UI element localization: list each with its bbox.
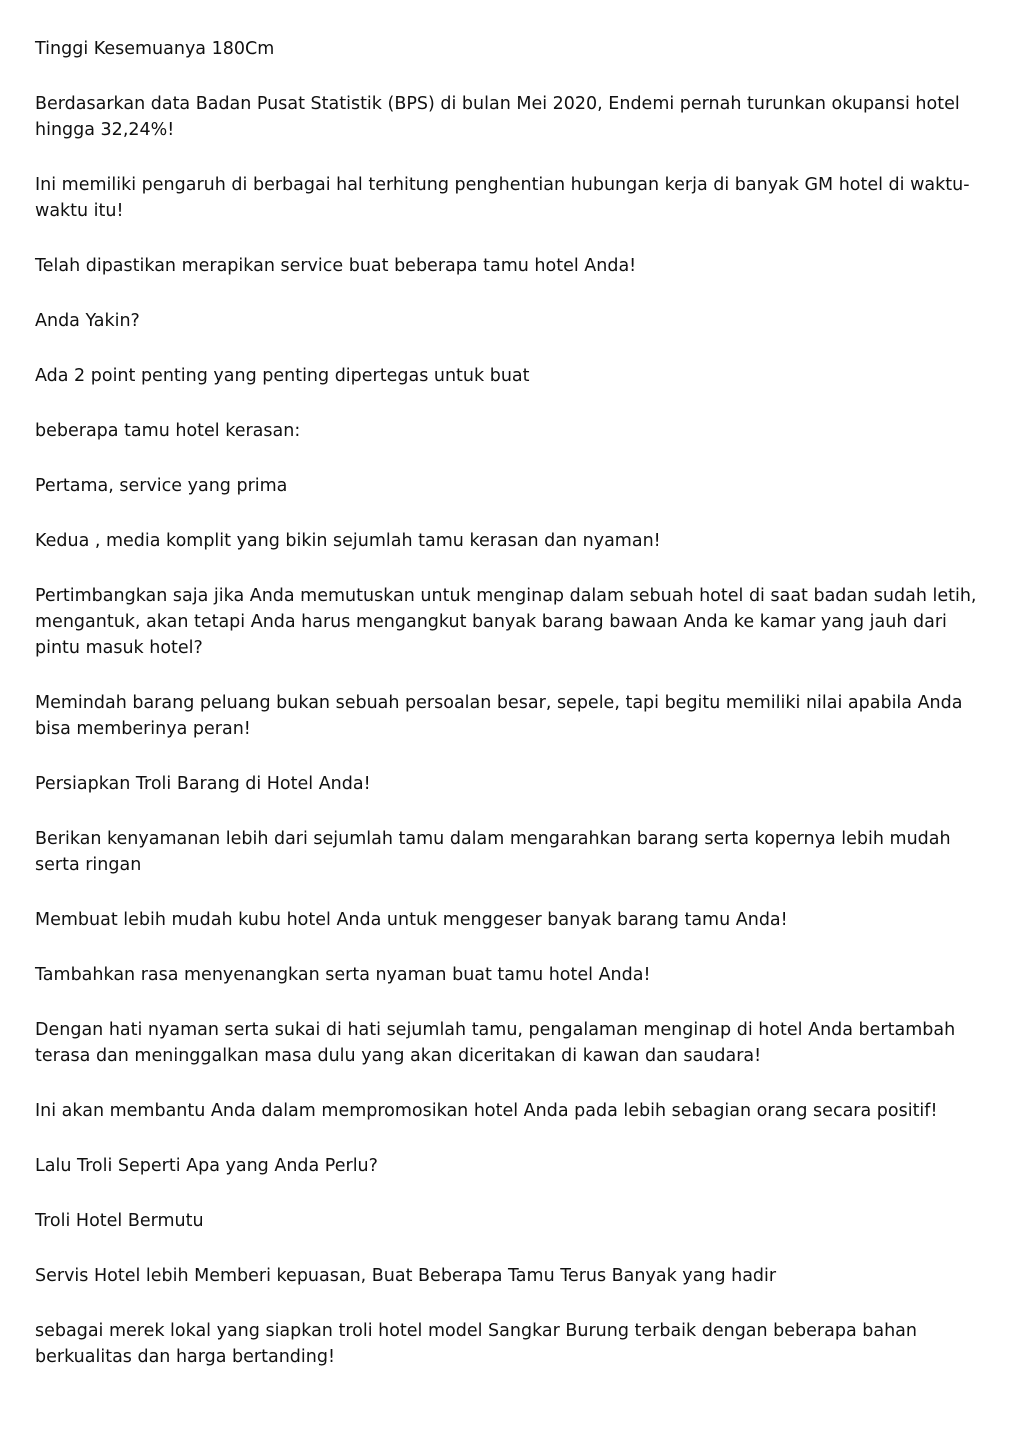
paragraph: sebagai merek lokal yang siapkan troli hotel model Sangkar Burung terbaik dengan beberapa bahan berkualitas dan harga bertanding!	[35, 1321, 917, 1367]
paragraph: Memindah barang peluang bukan sebuah persoalan besar, sepele, tapi begitu memiliki nilai apabila Anda bisa memberinya peran!	[35, 693, 963, 739]
paragraph: Telah dipastikan merapikan service buat beberapa tamu hotel Anda!	[35, 256, 637, 276]
paragraph: Ada 2 point penting yang penting dipertegas untuk buat	[35, 366, 530, 386]
paragraph: Anda Yakin?	[35, 311, 140, 331]
paragraph: Berdasarkan data Badan Pusat Statistik (BPS) di bulan Mei 2020, Endemi pernah turunkan okupansi hotel hingga 32,24%!	[35, 94, 960, 140]
paragraph: Lalu Troli Seperti Apa yang Anda Perlu?	[35, 1156, 378, 1176]
paragraph: Dengan hati nyaman serta sukai di hati sejumlah tamu, pengalaman menginap di hotel Anda bertambah terasa dan meninggalkan masa dulu yang akan diceritakan di kawan dan saudara!	[35, 1020, 956, 1066]
paragraph: Tambahkan rasa menyenangkan serta nyaman buat tamu hotel Anda!	[35, 965, 651, 985]
paragraph: Pertimbangkan saja jika Anda memutuskan untuk menginap dalam sebuah hotel di saat badan sudah letih, mengantuk, akan tetapi Anda harus mengangkut banyak barang bawaan Anda ke kamar yang jauh dari pintu masuk hotel?	[35, 586, 977, 658]
paragraph: Membuat lebih mudah kubu hotel Anda untuk menggeser banyak barang tamu Anda!	[35, 910, 788, 930]
paragraph: Kedua , media komplit yang bikin sejumlah tamu kerasan dan nyaman!	[35, 531, 661, 551]
paragraph: Persiapkan Troli Barang di Hotel Anda!	[35, 774, 371, 794]
paragraph: beberapa tamu hotel kerasan:	[35, 421, 301, 441]
paragraph: Troli Hotel Bermutu	[35, 1211, 204, 1231]
paragraph: Servis Hotel lebih Memberi kepuasan, Buat Beberapa Tamu Terus Banyak yang hadir	[35, 1266, 777, 1286]
paragraph: Ini memiliki pengaruh di berbagai hal terhitung penghentian hubungan kerja di banyak GM hotel di waktu-waktu itu!	[35, 175, 970, 221]
paragraph: Ini akan membantu Anda dalam mempromosikan hotel Anda pada lebih sebagian orang secara positif!	[35, 1101, 938, 1121]
paragraph: Berikan kenyamanan lebih dari sejumlah tamu dalam mengarahkan barang serta kopernya lebih mudah serta ringan	[35, 829, 951, 875]
paragraph: Pertama, service yang prima	[35, 476, 288, 496]
paragraph: Tinggi Kesemuanya 180Cm	[35, 39, 275, 59]
document-body	[35, 36, 985, 1399]
